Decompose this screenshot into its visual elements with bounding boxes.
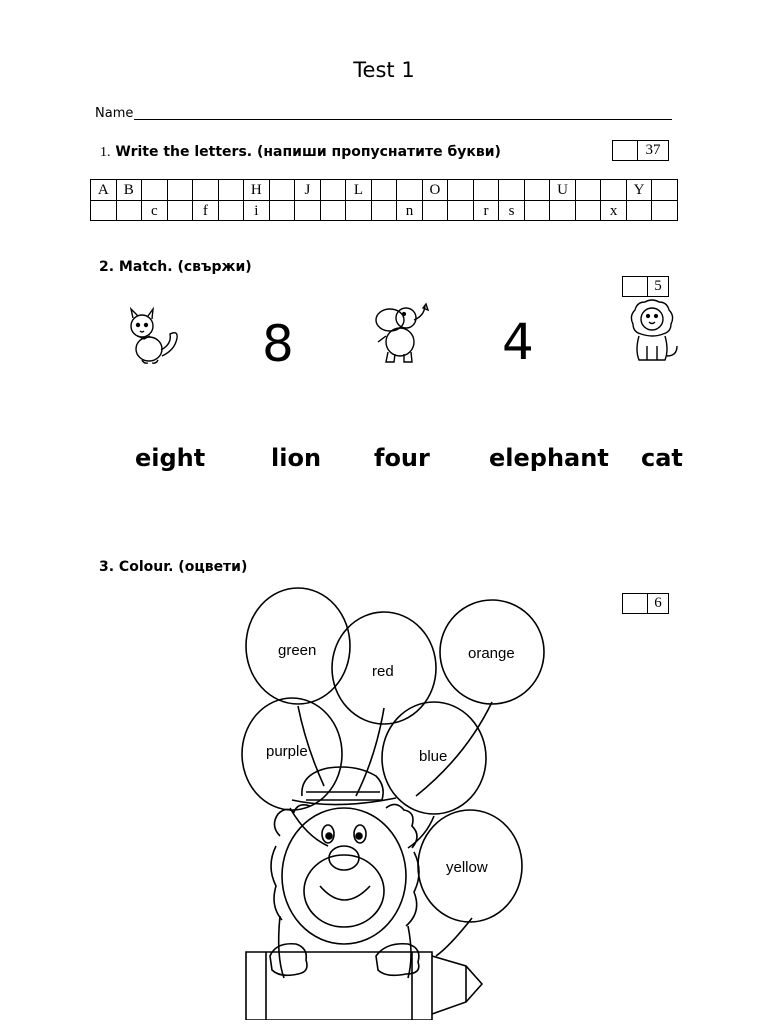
letter-cell[interactable] <box>320 180 346 201</box>
word-lion[interactable]: lion <box>271 444 322 472</box>
score-blank[interactable] <box>613 141 638 160</box>
lion-picture[interactable] <box>621 298 683 366</box>
letter-cell[interactable]: Y <box>626 180 652 201</box>
elephant-picture[interactable] <box>370 302 430 366</box>
name-label: Name <box>95 106 134 121</box>
letter-cell[interactable]: A <box>91 180 117 201</box>
word-eight[interactable]: eight <box>135 444 206 472</box>
letter-cell[interactable] <box>142 180 168 201</box>
letter-cell[interactable] <box>652 201 678 221</box>
letter-cell[interactable]: n <box>397 201 423 221</box>
balloon-yellow[interactable]: yellow <box>446 859 488 876</box>
letter-cell[interactable] <box>601 180 627 201</box>
letter-cell[interactable] <box>499 180 525 201</box>
letter-cell[interactable] <box>371 201 397 221</box>
letter-cell[interactable] <box>269 180 295 201</box>
section2-score-box <box>622 276 669 297</box>
letter-cell[interactable] <box>295 201 321 221</box>
word-four[interactable]: four <box>374 444 430 472</box>
letter-cell[interactable] <box>371 180 397 201</box>
letter-cell[interactable]: B <box>116 180 142 201</box>
letter-cell[interactable] <box>550 201 576 221</box>
section2-heading: 2. Match. (свържи) <box>99 259 252 275</box>
letter-cell[interactable] <box>575 201 601 221</box>
digit-four[interactable]: 4 <box>502 313 534 371</box>
letter-cell[interactable] <box>167 201 193 221</box>
letter-cell[interactable]: c <box>142 201 168 221</box>
letter-cell[interactable]: s <box>499 201 525 221</box>
letter-cell[interactable] <box>346 201 372 221</box>
balloon-blue[interactable]: blue <box>419 748 448 765</box>
letter-cell[interactable] <box>524 180 550 201</box>
balloon-green[interactable]: green <box>278 642 317 659</box>
letter-cell[interactable]: J <box>295 180 321 201</box>
alphabet-grid <box>90 179 678 221</box>
letter-cell[interactable]: f <box>193 201 219 221</box>
letter-cell[interactable]: H <box>244 180 270 201</box>
letter-cell[interactable]: x <box>601 201 627 221</box>
letter-cell[interactable]: U <box>550 180 576 201</box>
score-points: 5 <box>654 278 662 294</box>
letter-cell[interactable] <box>575 180 601 201</box>
letter-cell[interactable] <box>218 201 244 221</box>
score-blank[interactable] <box>623 594 648 613</box>
digit-eight[interactable]: 8 <box>262 315 294 373</box>
letter-cell[interactable] <box>448 201 474 221</box>
letter-cell[interactable] <box>473 180 499 201</box>
score-blank[interactable] <box>623 277 648 296</box>
letter-cell[interactable] <box>626 201 652 221</box>
balloon-purple[interactable]: purple <box>266 743 308 760</box>
section1-score-box <box>612 140 669 161</box>
page-title: Test 1 <box>353 58 415 82</box>
section3-score-box <box>622 593 669 614</box>
letter-cell[interactable] <box>448 180 474 201</box>
letter-cell[interactable]: L <box>346 180 372 201</box>
letter-cell[interactable] <box>422 201 448 221</box>
letter-cell[interactable] <box>193 180 219 201</box>
letter-cell[interactable] <box>167 180 193 201</box>
word-elephant[interactable]: elephant <box>489 444 609 472</box>
balloon-orange[interactable]: orange <box>468 645 515 662</box>
letter-cell[interactable] <box>116 201 142 221</box>
cat-picture[interactable] <box>122 306 184 368</box>
letter-cell[interactable] <box>320 201 346 221</box>
section3-heading: 3. Colour. (оцвети) <box>99 559 248 575</box>
letter-cell[interactable] <box>397 180 423 201</box>
letter-cell[interactable]: i <box>244 201 270 221</box>
letter-cell[interactable]: r <box>473 201 499 221</box>
letter-cell[interactable] <box>652 180 678 201</box>
score-points: 6 <box>654 595 662 611</box>
section1-heading: 1. Write the letters. (напиши пропуснатите букви) <box>100 144 501 160</box>
letter-cell[interactable]: O <box>422 180 448 201</box>
letter-cell[interactable] <box>269 201 295 221</box>
score-points: 37 <box>645 142 661 158</box>
name-input-line[interactable] <box>134 119 672 120</box>
letter-cell[interactable] <box>524 201 550 221</box>
balloon-red[interactable]: red <box>372 663 394 680</box>
letter-cell[interactable] <box>218 180 244 201</box>
letter-cell[interactable] <box>91 201 117 221</box>
word-cat[interactable]: cat <box>641 444 683 472</box>
